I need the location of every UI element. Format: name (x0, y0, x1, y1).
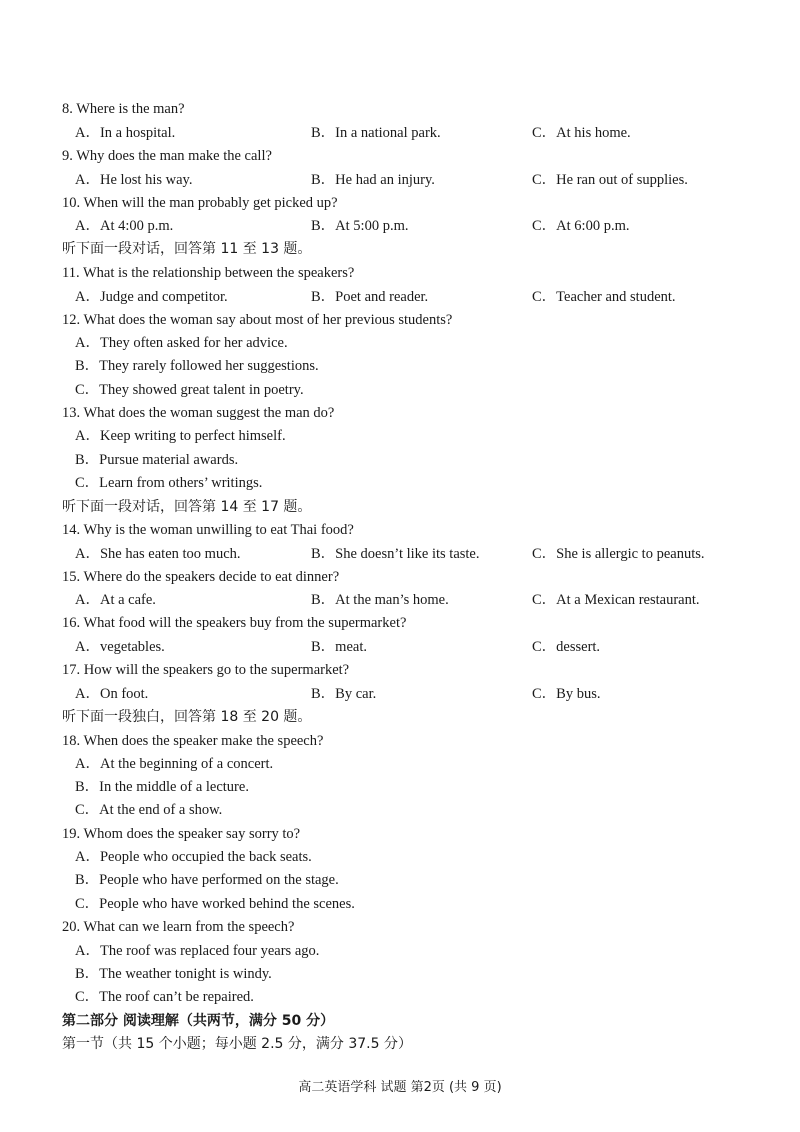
question-15-option-b: B．At the man’s home. (311, 592, 449, 608)
question-10-option-b: B．At 5:00 p.m. (311, 218, 409, 234)
question-15-option-c: C．At a Mexican restaurant. (532, 592, 700, 608)
question-14-option-c: C．She is allergic to peanuts. (532, 546, 705, 562)
question-13-option-c: C．Learn from others’ writings. (75, 475, 263, 491)
question-12-option-a: A．They often asked for her advice. (75, 335, 288, 351)
question-19-option-c: C．People who have worked behind the scenes. (75, 896, 355, 912)
question-17-option-a: A．On foot. (75, 686, 149, 702)
question-10-option-a: A．At 4:00 p.m. (75, 218, 174, 234)
question-13-option-a: A．Keep writing to perfect himself. (75, 428, 286, 444)
part-two-section-one: 第一节（共 15 个小题；每小题 2.5 分，满分 37.5 分） (62, 1036, 412, 1052)
question-18-option-c: C．At the end of a show. (75, 802, 223, 818)
question-12-stem: 12. What does the woman say about most of her previous students? (62, 312, 453, 328)
question-20-option-a: A．The roof was replaced four years ago. (75, 943, 320, 959)
question-17-option-b: B．By car. (311, 686, 377, 702)
part-two-title: 第二部分 阅读理解（共两节，满分 50 分） (62, 1013, 335, 1029)
question-20-option-b: B．The weather tonight is windy. (75, 966, 272, 982)
question-16-option-b: B．meat. (311, 639, 367, 655)
question-16-option-c: C．dessert. (532, 639, 601, 655)
question-8-option-a: A．In a hospital. (75, 125, 176, 141)
question-16-stem: 16. What food will the speakers buy from the supermarket? (62, 615, 407, 631)
question-12-option-b: B．They rarely followed her suggestions. (75, 358, 319, 374)
question-19-option-a: A．People who occupied the back seats. (75, 849, 312, 865)
question-9-option-c: C．He ran out of supplies. (532, 172, 688, 188)
question-14-option-b: B．She doesn’t like its taste. (311, 546, 480, 562)
question-14-stem: 14. Why is the woman unwilling to eat Thai food? (62, 522, 354, 538)
question-20-stem: 20. What can we learn from the speech? (62, 919, 295, 935)
question-9-option-a: A．He lost his way. (75, 172, 193, 188)
question-9-stem: 9. Why does the man make the call? (62, 148, 272, 164)
instruction-q11-13: 听下面一段对话，回答第 11 至 13 题。 (62, 241, 312, 257)
question-10-option-c: C．At 6:00 p.m. (532, 218, 630, 234)
question-15-option-a: A．At a cafe. (75, 592, 156, 608)
question-15-stem: 15. Where do the speakers decide to eat dinner? (62, 569, 340, 585)
instruction-q18-20: 听下面一段独白，回答第 18 至 20 题。 (62, 709, 312, 725)
question-17-stem: 17. How will the speakers go to the supermarket? (62, 662, 350, 678)
question-20-option-c: C．The roof can’t be repaired. (75, 989, 254, 1005)
question-18-option-b: B．In the middle of a lecture. (75, 779, 249, 795)
question-13-stem: 13. What does the woman suggest the man do? (62, 405, 335, 421)
question-19-option-b: B．People who have performed on the stage. (75, 872, 339, 888)
question-12-option-c: C．They showed great talent in poetry. (75, 382, 304, 398)
page-footer: 高二英语学科 试题 第2页 (共 9 页) (298, 1080, 502, 1095)
question-16-option-a: A．vegetables. (75, 639, 165, 655)
question-17-option-c: C．By bus. (532, 686, 601, 702)
question-8-option-c: C．At his home. (532, 125, 631, 141)
question-19-stem: 19. Whom does the speaker say sorry to? (62, 826, 301, 842)
question-11-option-a: A．Judge and competitor. (75, 289, 228, 305)
instruction-q14-17: 听下面一段对话，回答第 14 至 17 题。 (62, 499, 312, 515)
question-11-option-c: C．Teacher and student. (532, 289, 676, 305)
question-14-option-a: A．She has eaten too much. (75, 546, 241, 562)
question-10-stem: 10. When will the man probably get picked up? (62, 195, 338, 211)
question-13-option-b: B．Pursue material awards. (75, 452, 239, 468)
question-11-option-b: B．Poet and reader. (311, 289, 429, 305)
question-18-option-a: A．At the beginning of a concert. (75, 756, 274, 772)
question-9-option-b: B．He had an injury. (311, 172, 435, 188)
question-8-stem: 8. Where is the man? (62, 101, 185, 117)
question-18-stem: 18. When does the speaker make the speech? (62, 733, 324, 749)
question-8-option-b: B．In a national park. (311, 125, 441, 141)
question-11-stem: 11. What is the relationship between the speakers? (62, 265, 355, 281)
